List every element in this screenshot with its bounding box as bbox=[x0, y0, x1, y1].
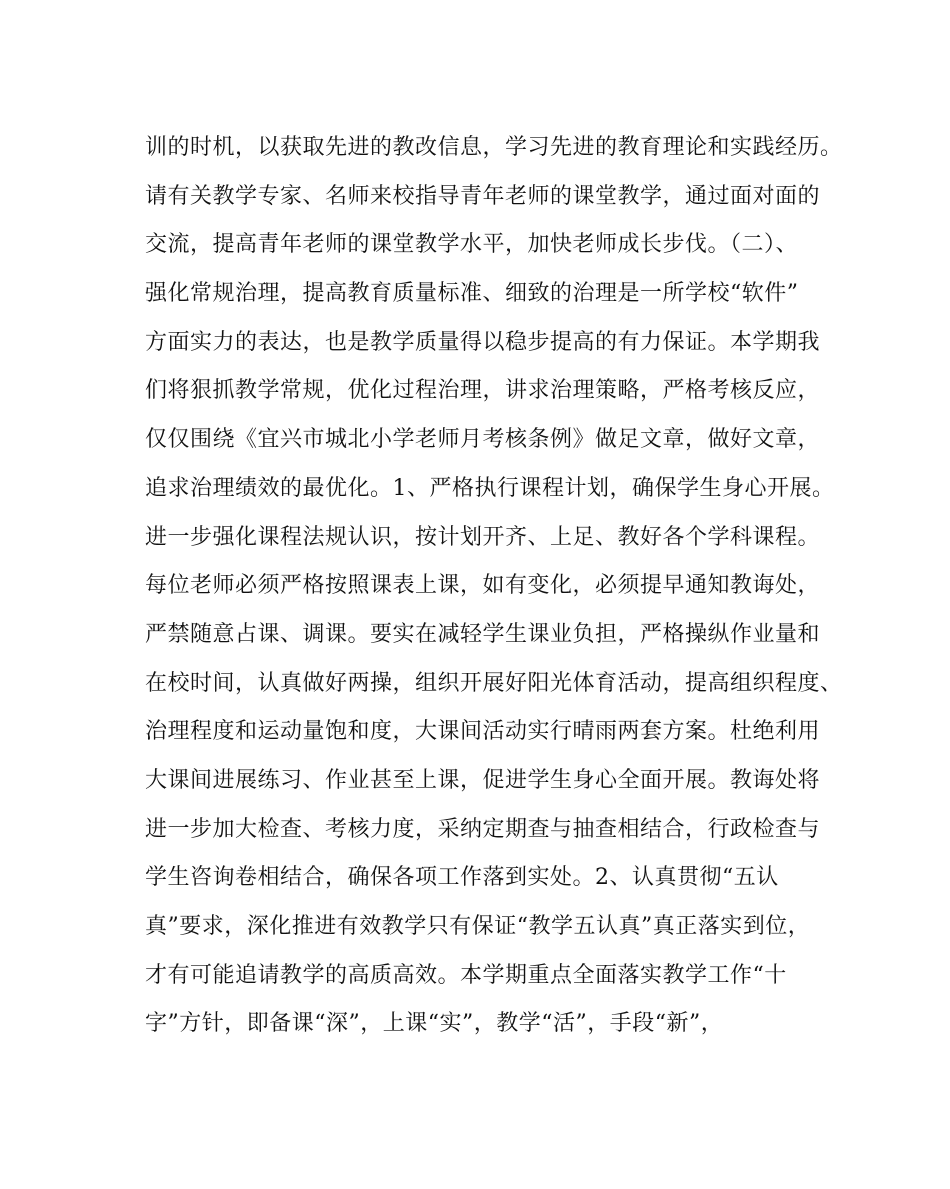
text-line: 真”要求，深化推进有效教学只有保证“教学五认真”真正落实到位， bbox=[145, 914, 811, 939]
text-line: 仅仅围绕《宜兴市城北小学老师月考核条例》做足文章，做好文章， bbox=[145, 427, 821, 453]
text-line: 交流，提高青年老师的课堂教学水平，加快老师成长步伐。（二）、 bbox=[145, 232, 799, 258]
text-line: 大课间进展练习、作业甚至上课，促进学生身心全面开展。教诲处将 bbox=[145, 767, 821, 793]
text-line: 进一步强化课程法规认识，按计划开齐、上足、教好各个学科课程。 bbox=[145, 524, 821, 550]
text-line: 治理程度和运动量饱和度，大课间活动实行晴雨两套方案。杜绝利用 bbox=[145, 719, 821, 745]
text-line: 才有可能追请教学的高质高效。本学期重点全面落实教学工作“十 bbox=[145, 962, 787, 988]
text-line: 方面实力的表达，也是教学质量得以稳步提高的有力保证。本学期我 bbox=[145, 329, 821, 355]
text-line: 学生咨询卷相结合，确保各项工作落到实处。2、认真贯彻“五认 bbox=[145, 865, 779, 891]
text-line: 训的时机，以获取先进的教改信息，学习先进的教育理论和实践经历。 bbox=[145, 135, 843, 160]
text-line: 进一步加大检查、考核力度，采纳定期查与抽查相结合，行政检查与 bbox=[145, 816, 821, 842]
text-line: 在校时间，认真做好两操，组织开展好阳光体育活动，提高组织程度、 bbox=[145, 670, 843, 696]
text-line: 每位老师必须严格按照课表上课，如有变化，必须提早通知教诲处， bbox=[145, 573, 821, 599]
text-line: 字”方针，即备课“深”，上课“实”，教学“活”，手段“新”， bbox=[145, 1011, 724, 1037]
text-line: 们将狠抓教学常规，优化过程治理，讲求治理策略，严格考核反应， bbox=[145, 378, 821, 404]
text-line: 请有关教学专家、名师来校指导青年老师的课堂教学，通过面对面的 bbox=[145, 183, 821, 209]
text-line: 追求治理绩效的最优化。1、严格执行课程计划，确保学生身心开展。 bbox=[145, 475, 835, 501]
text-line: 严禁随意占课、调课。要实在减轻学生课业负担，严格操纵作业量和 bbox=[145, 621, 821, 647]
text-line: 强化常规治理，提高教育质量标准、细致的治理是一所学校“软件” bbox=[145, 281, 799, 307]
body-text bbox=[145, 124, 843, 1049]
